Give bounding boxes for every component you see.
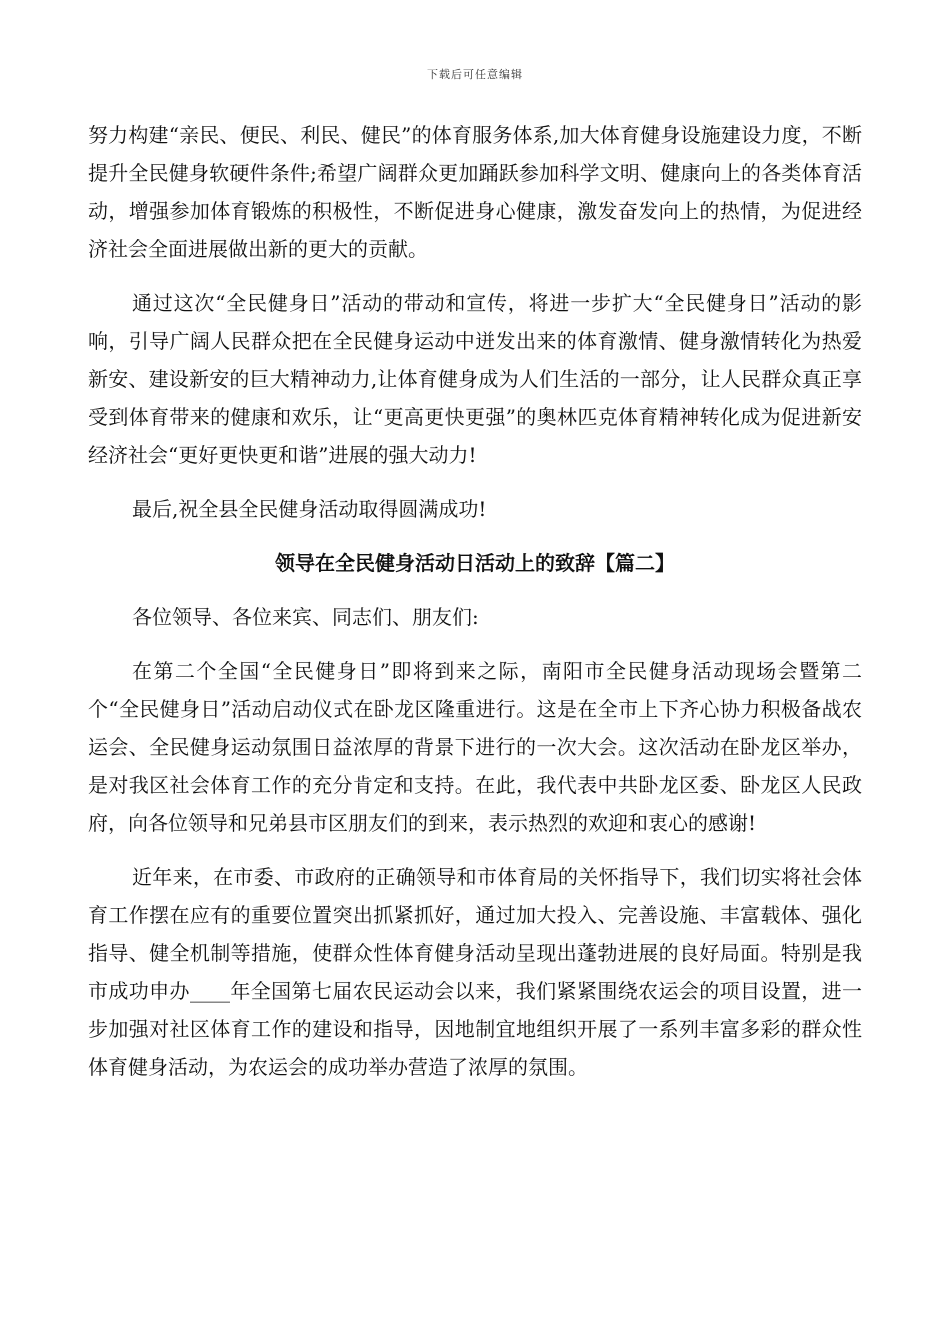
- paragraph-closing: 最后,祝全县全民健身活动取得圆满成功!: [132, 497, 487, 521]
- paragraph-body: 近年来，在市委、市政府的正确领导和市体育局的关怀指导下，我们切实将社会体育工作摆在应有的重要位置突出抓紧抓好，通过加大投入、完善设施、丰富载体、强化指导、健全机制等措施，使群众性体育健身活动呈现出蓬勃进展的良好局面。特别是我市成功申办____年全国第七届农民运动会以来，我们紧紧围绕农运会的项目设置，进一步加强对社区体育工作的建设和指导，因地制宜地组织开展了一系列丰富多彩的群众性体育健身活动，为农运会的成功举办营造了浓厚的氛围。: [88, 865, 862, 1079]
- paragraph-body: 通过这次“全民健身日”活动的带动和宣传，将进一步扩大“全民健身日”活动的影响，引导广阔人民群众把在全民健身运动中迸发出来的体育激情、健身激情转化为热爱新安、建设新安的巨大精神动力,让体育健身成为人们生活的一部分，让人民群众真正享受到体育带来的健康和欢乐，让“更高更快更强”的奥林匹克体育精神转化成为促进新安经济社会“更好更快更和谐”进展的强大动力!: [88, 291, 862, 467]
- paragraph-salutation: 各位领导、各位来宾、同志们、朋友们:: [132, 605, 479, 629]
- paragraph-body: 在第二个全国“全民健身日”即将到来之际，南阳市全民健身活动现场会暨第二个“全民健身日”活动启动仪式在卧龙区隆重进行。这是在全市上下齐心协力积极备战农运会、全民健身运动氛围日益浓厚的背景下进行的一次大会。这次活动在卧龙区举办，是对我区社会体育工作的充分肯定和支持。在此，我代表中共卧龙区委、卧龙区人民政府，向各位领导和兄弟县市区朋友们的到来，表示热烈的欢迎和衷心的感谢!: [88, 659, 862, 835]
- paragraph-continuation: 努力构建“亲民、便民、利民、健民”的体育服务体系,加大体育健身设施建设力度，不断提升全民健身软硬件条件;希望广阔群众更加踊跃参加科学文明、健康向上的各类体育活动，增强参加体育锻炼的积极性，不断促进身心健康，激发奋发向上的热情，为促进经济社会全面进展做出新的更大的贡献。: [88, 123, 862, 261]
- document-body: [88, 116, 862, 1086]
- page-header-note: 下载后可任意编辑: [427, 68, 523, 81]
- section-title: 领导在全民健身活动日活动上的致辞【篇二】: [275, 551, 675, 575]
